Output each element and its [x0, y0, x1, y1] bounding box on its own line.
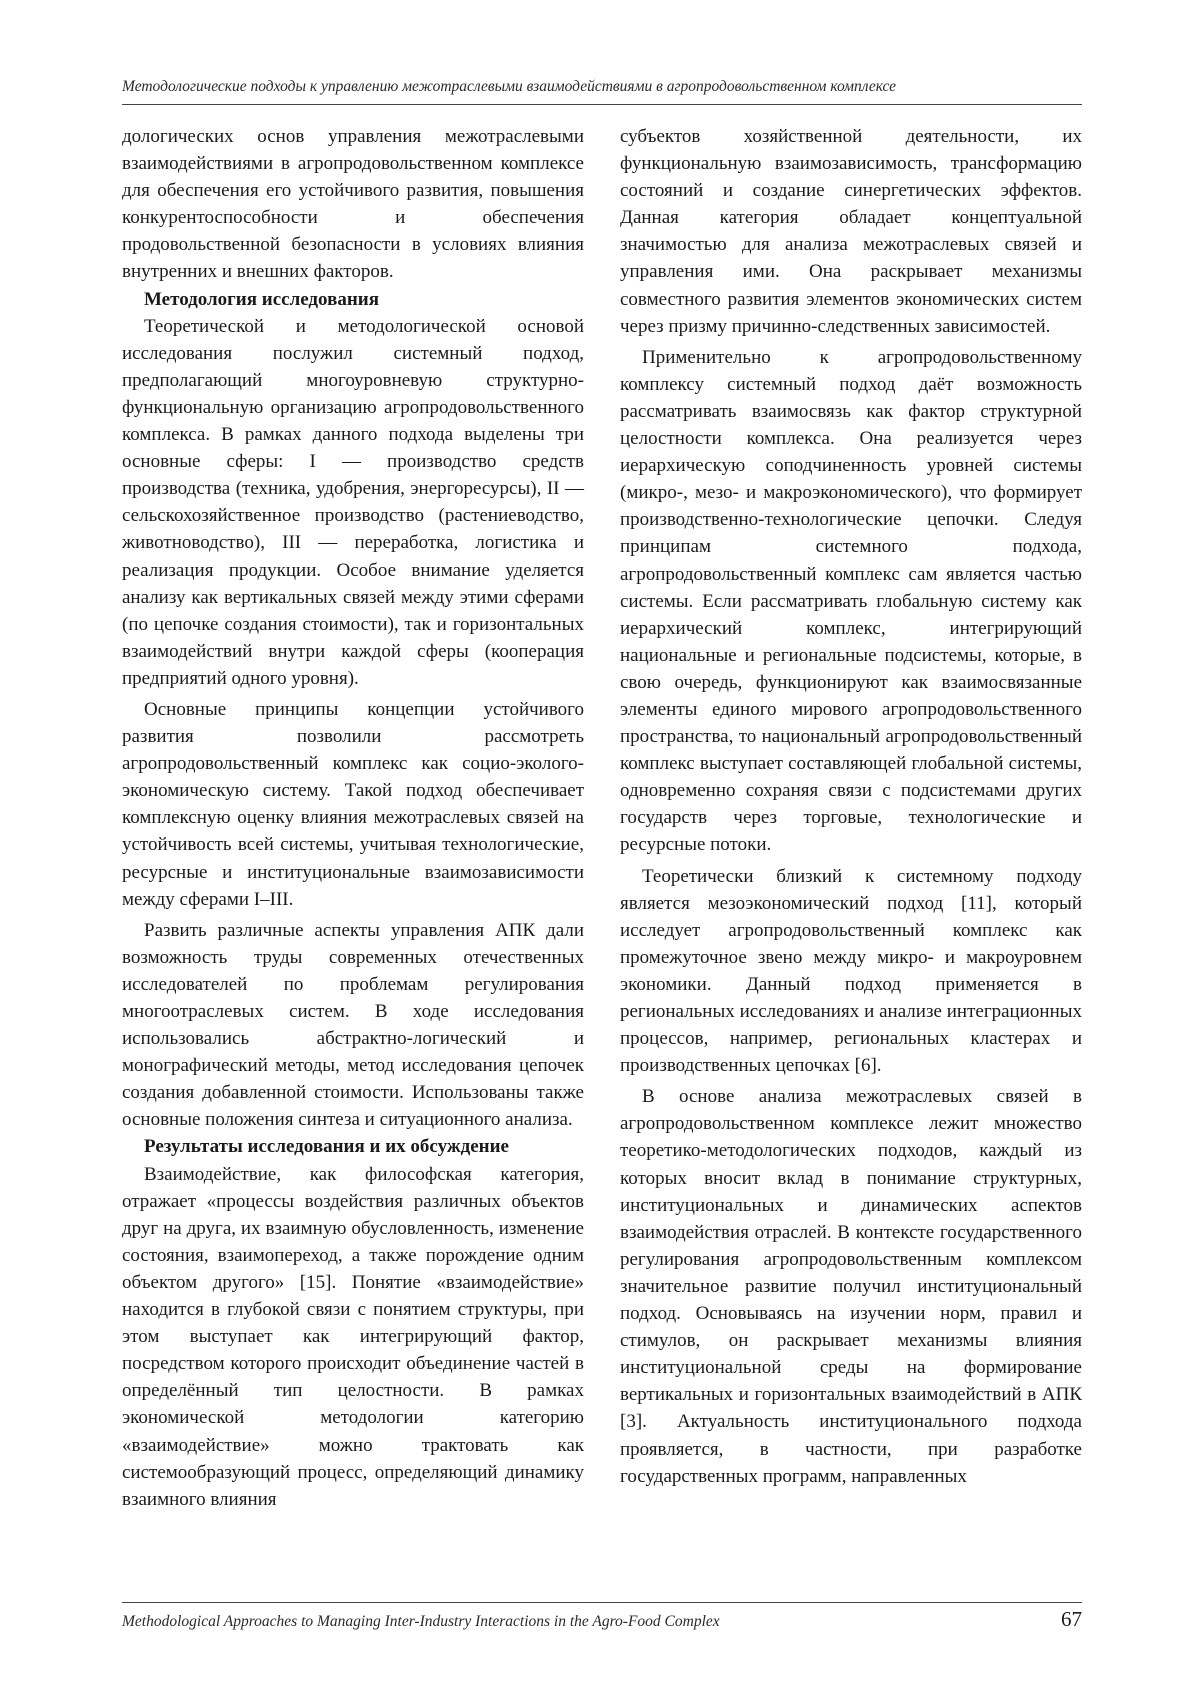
- section-heading-methodology: Методология исследования: [144, 288, 380, 310]
- page-number: 67: [1061, 1607, 1082, 1631]
- left-paragraph-3: Основные принципы концепции устойчивого развития позволили рассмотреть агропродовольственный комплекс как социо-эколого-экономическую систему. Такой подход обеспечивает комплексную оценку влияния межотраслевых связей на устойчивость всей системы, учитывая технологические, ресурсные и институциональные взаимозависимости между сферами I–III.: [122, 698, 584, 910]
- right-paragraph-2: Применительно к агропродовольственному комплексу системный подход даёт возможность рассматривать взаимосвязь как фактор структурной целостности комплекса. Она реализуется через иерархическую соподчиненность уровней системы (микро-, мезо- и макроэкономического), что формирует производственно-технологические цепочки. Следуя принципам системного подхода, агропродовольственный комплекс сам является частью системы. Если рассматривать глобальную систему как иерархический комплекс, интегрирующий национальные и региональные подсистемы, которые, в свою очередь, функционируют как взаимосвязанные элементы единого мирового агропродовольственного пространства, то национальный агропродовольственный комплекс выступает составляющей глобальной системы, одновременно сохраняя связи с подсистемами других государств через торговые, технологические и ресурсные потоки.: [620, 346, 1082, 856]
- right-paragraph-1: субъектов хозяйственной деятельности, их функциональную взаимозависимость, трансформацию состояний и создание синергетических эффектов. Данная категория обладает концептуальной значимостью для анализа межотраслевых связей и управления ими. Она раскрывает механизмы совместного развития элементов экономических систем через призму причинно-следственных зависимостей.: [620, 126, 1082, 337]
- header-divider: [122, 104, 1082, 105]
- left-paragraph-4: Развить различные аспекты управления АПК дали возможность труды современных отечественных исследователей по проблемам регулирования многоотраслевых систем. В ходе исследования использовались абстрактно-логический и монографический методы, метод исследования цепочек создания добавленной стоимости. Использованы также основные положения синтеза и ситуационного анализа.: [122, 919, 584, 1131]
- left-column: [122, 123, 584, 1513]
- footer-divider: [122, 1602, 1082, 1603]
- right-paragraph-4: В основе анализа межотраслевых связей в агропродовольственном комплексе лежит множество теоретико-методологических подходов, каждый из которых вносит вклад в понимание структурных, институциональных и динамических аспектов взаимодействия отраслей. В контексте государственного регулирования агропродовольственным комплексом значительное развитие получил институциональный подход. Основываясь на изучении норм, правил и стимулов, он раскрывает механизмы влияния институциональной среды на формирование вертикальных и горизонтальных взаимодействий в АПК [3]. Актуальность институционального подхода проявляется, в частности, при разработке государственных программ, направленных: [620, 1086, 1082, 1487]
- footer-english-title: Methodological Approaches to Managing Inter-Industry Interactions in the Agro-Food Complex: [122, 1613, 720, 1630]
- left-paragraph-5: Взаимодействие, как философская категория, отражает «процессы воздействия различных объектов друг на друга, их взаимную обусловленность, изменение состояния, взаимопереход, а также порождение одним объектом другого» [15]. Понятие «взаимодействие» находится в глубокой связи с понятием структуры, при этом выступает как интегрирующий фактор, посредством которого происходит объединение частей в определённый тип целостности. В рамках экономической методологии категорию «взаимодействие» можно трактовать как системообразующий процесс, определяющий динамику взаимного влияния: [122, 1163, 584, 1510]
- section-heading-results: Результаты исследования и их обсуждение: [144, 1136, 509, 1158]
- left-paragraph-2: Теоретической и методологической основой исследования послужил системный подход, предполагающий многоуровневую структурно-функциональную организацию агропродовольственного комплекса. В рамках данного подхода выделены три основные сферы: I — производство средств производства (техника, удобрения, энергоресурсы), II — сельскохозяйственное производство (растениеводство, животноводство), III — переработка, логистика и реализация продукции. Особое внимание уделяется анализу как вертикальных связей между этими сферами (по цепочке создания стоимости), так и горизонтальных взаимодействий внутри каждой сферы (кооперация предприятий одного уровня).: [122, 315, 584, 689]
- right-column: [620, 123, 1082, 1490]
- left-paragraph-1: дологических основ управления межотраслевыми взаимодействиями в агропродовольственном комплексе для обеспечения его устойчивого развития, повышения конкурентоспособности и обеспечения продовольственной безопасности в условиях влияния внутренних и внешних факторов.: [122, 126, 584, 283]
- right-paragraph-3: Теоретически близкий к системному подходу является мезоэкономический подход [11], который исследует агропродовольственный комплекс как промежуточное звено между микро- и макроуровнем экономики. Данный подход применяется в региональных исследованиях и анализе интеграционных процессов, например, региональных кластерах и производственных цепочках [6].: [620, 865, 1082, 1077]
- running-header: Методологические подходы к управлению межотраслевыми взаимодействиями в агропродовольственном комплексе: [122, 78, 897, 95]
